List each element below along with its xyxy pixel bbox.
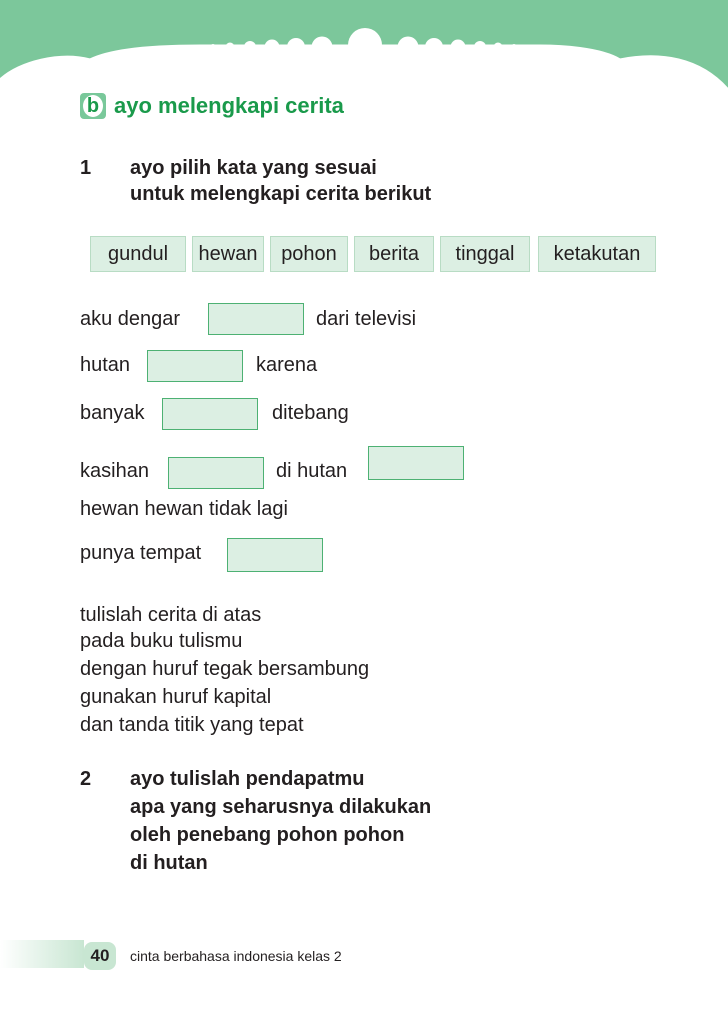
story-line-4-end: di hutan — [276, 460, 348, 482]
story-line-1-end: dari televisi — [316, 308, 417, 330]
instruction-line-1: tulislah cerita di atas — [80, 604, 262, 626]
question-1-line-2: untuk melengkapi cerita berikut — [130, 183, 432, 205]
instruction-line-5: dan tanda titik yang tepat — [80, 714, 304, 736]
blank-4[interactable] — [168, 457, 264, 489]
word-chip-hewan[interactable]: hewan — [192, 236, 264, 272]
blank-1[interactable] — [208, 303, 304, 335]
instruction-line-3: dengan huruf tegak bersambung — [80, 658, 370, 680]
instruction-line-4: gunakan huruf kapital — [80, 686, 272, 708]
page-header-band — [0, 0, 728, 90]
section-badge — [80, 93, 106, 119]
question-2-line-1: ayo tulislah pendapatmu — [130, 768, 365, 790]
word-chip-pohon[interactable]: pohon — [270, 236, 348, 272]
word-chip-ketakutan[interactable]: ketakutan — [538, 236, 656, 272]
word-chip-tinggal[interactable]: tinggal — [440, 236, 530, 272]
story-line-6: punya tempat — [80, 542, 202, 564]
question-2-line-4: di hutan — [130, 852, 208, 874]
blank-5[interactable] — [368, 446, 464, 480]
section-letter: b — [83, 95, 103, 117]
page-number: 40 — [84, 942, 116, 970]
question-2-line-2: apa yang seharusnya dilakukan — [130, 796, 432, 818]
story-line-4-start: kasihan — [80, 460, 149, 482]
story-line-2-end: karena — [256, 354, 318, 376]
story-line-1-start: aku dengar — [80, 308, 181, 330]
story-line-5: hewan hewan tidak lagi — [80, 498, 288, 520]
header-decoration — [0, 0, 728, 90]
blank-3[interactable] — [162, 398, 258, 430]
question-1-line-1: ayo pilih kata yang sesuai — [130, 157, 377, 179]
footer-band — [0, 940, 84, 968]
instruction-line-2: pada buku tulismu — [80, 630, 243, 652]
blank-2[interactable] — [147, 350, 243, 382]
question-1-number: 1 — [80, 157, 92, 179]
question-2-number: 2 — [80, 768, 92, 790]
story-line-3-end: ditebang — [272, 402, 349, 424]
story-line-2-start: hutan — [80, 354, 131, 376]
blank-6[interactable] — [227, 538, 323, 572]
book-title: cinta berbahasa indonesia kelas 2 — [130, 948, 342, 964]
word-chip-berita[interactable]: berita — [354, 236, 434, 272]
word-chip-gundul[interactable]: gundul — [90, 236, 186, 272]
section-title: ayo melengkapi cerita — [114, 93, 344, 118]
story-line-3-start: banyak — [80, 402, 145, 424]
question-2-line-3: oleh penebang pohon pohon — [130, 824, 405, 846]
